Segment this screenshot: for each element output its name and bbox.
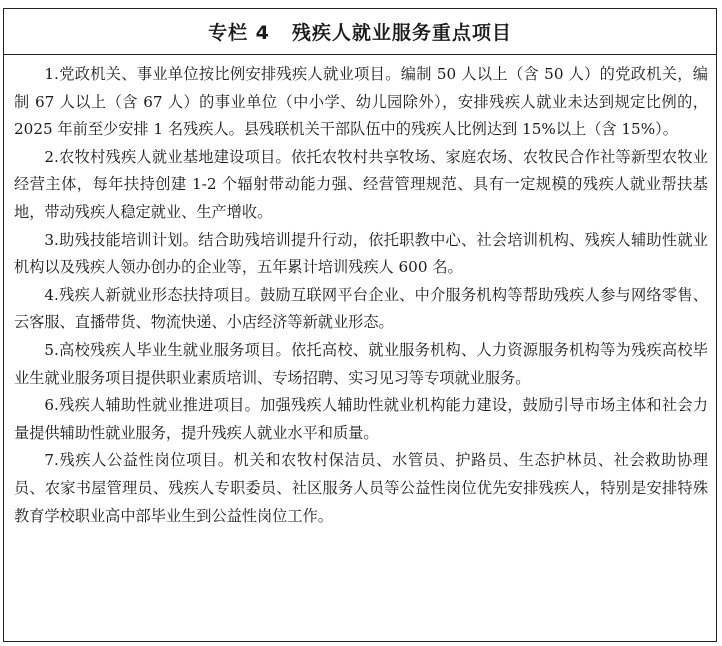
project-item-2: 2.农牧村残疾人就业基地建设项目。依托农牧村共享牧场、家庭农场、农牧民合作社等新型农牧业经营主体，每年扶持创建 1-2 个辐射带动能力强、经营管理规范、具有一定规模的残疾人就业帮扶基地，带动残疾人稳定就业、生产增收。 — [14, 147, 708, 221]
project-item-6: 6.残疾人辅助性就业推进项目。加强残疾人辅助性就业机构能力建设，鼓励引导市场主体和社会力量提供辅助性就业服务，提升残疾人就业水平和质量。 — [14, 396, 708, 442]
project-item-3: 3.助残技能培训计划。结合助残培训提升行动，依托职教中心、社会培训机构、残疾人辅助性就业机构以及残疾人领办创办的企业等，五年累计培训残疾人 600 名。 — [14, 230, 708, 277]
project-item-1: 1.党政机关、事业单位按比例安排残疾人就业项目。编制 50 人以上（含 50 人）的党政机关，编制 67 人以上（含 67 人）的事业单位（中小学、幼儿园除外），安排残疾人就业未达到规定比例的，2025 年前至少安排 1 名残疾人。县残联机关干部队伍中的残疾人比例达到 15%以上（含 15%）。 — [14, 65, 708, 139]
project-item-5: 5.高校残疾人毕业生就业服务项目。依托高校、就业服务机构、人力资源服务机构等为残疾高校毕业生就业服务项目提供职业素质培训、专场招聘、实习见习等专项就业服务。 — [14, 340, 708, 387]
project-item-7: 7.残疾人公益性岗位项目。机关和农牧村保洁员、水管员、护路员、生态护林员、社会救助协理员、农家书屋管理员、残疾人专职委员、社区服务人员等公益性岗位优先安排残疾人，特别是安排特殊教育学校职业高中部毕业生到公益性岗位工作。 — [14, 451, 708, 525]
project-item-4: 4.残疾人新就业形态扶持项目。鼓励互联网平台企业、中介服务机构等帮助残疾人参与网络零售、云客服、直播带货、物流快递、小店经济等新就业形态。 — [14, 285, 708, 332]
column-title: 残疾人就业服务重点项目 — [291, 22, 512, 44]
box-title — [4, 9, 716, 55]
box-content — [4, 55, 716, 530]
feature-box — [3, 8, 717, 642]
column-label: 专栏 4 — [208, 22, 270, 44]
